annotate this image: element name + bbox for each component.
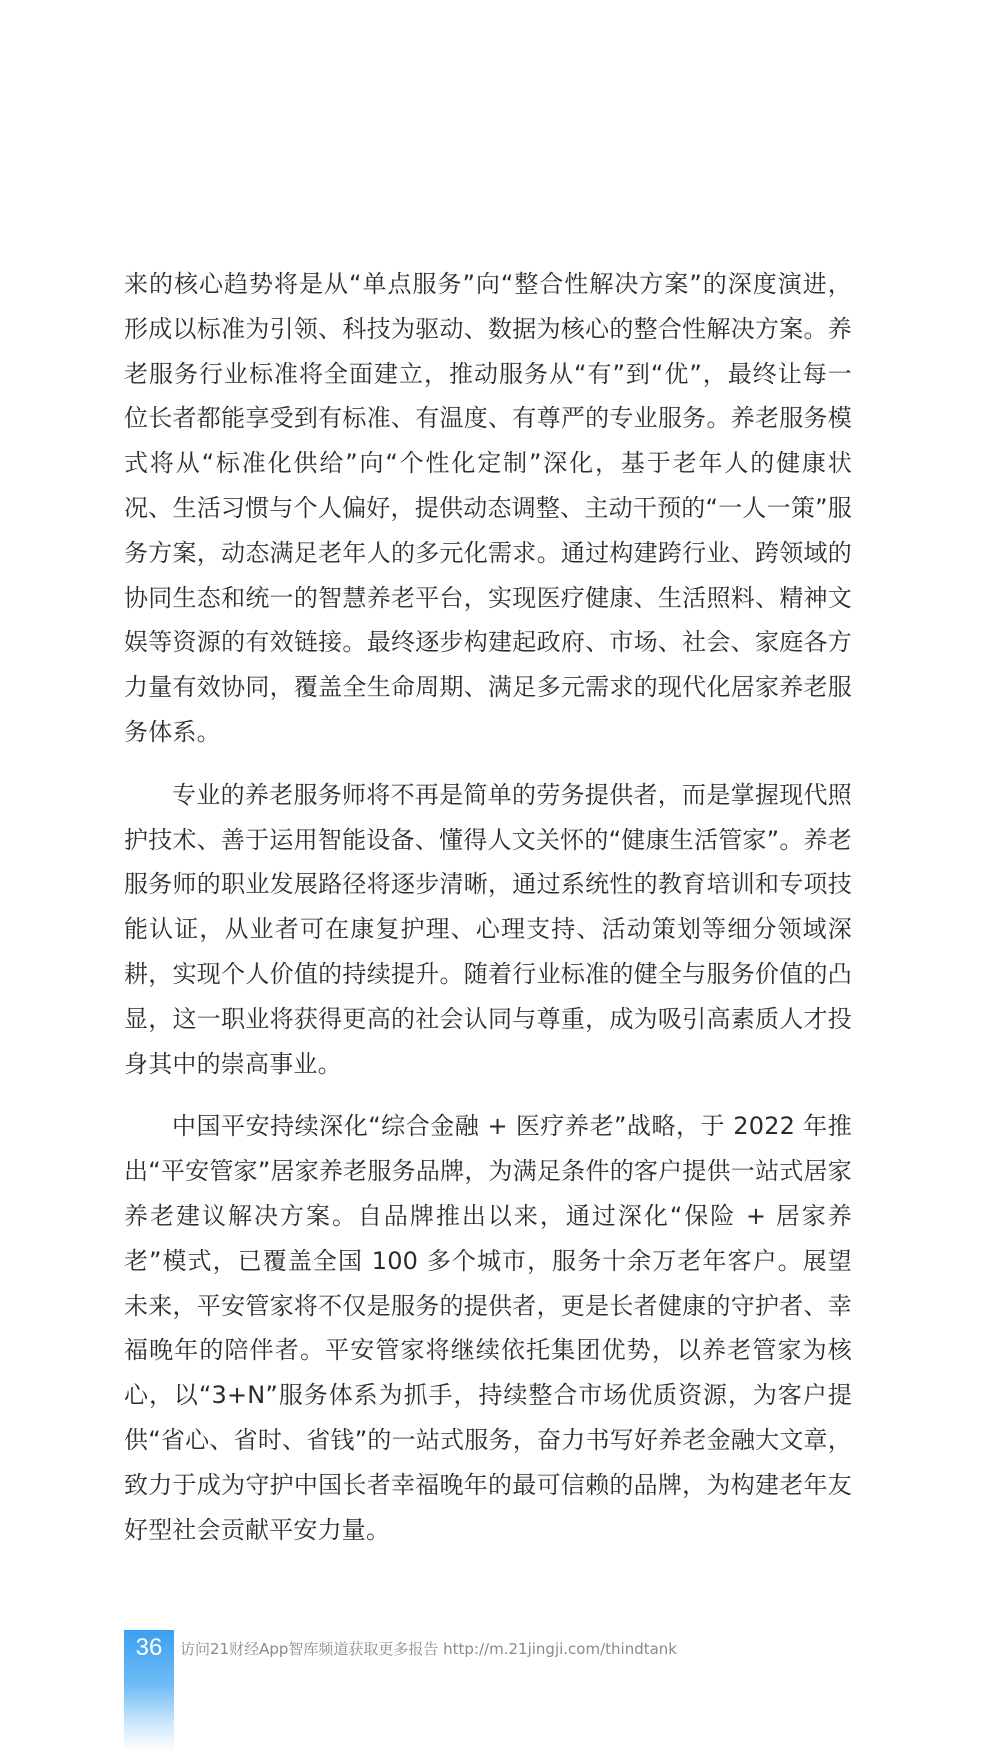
paragraph-1: 来的核心趋势将是从“单点服务”向“整合性解决方案”的深度演进，形成以标准为引领、科技为驱动、数据为核心的整合性解决方案。养老服务行业标准将全面建立，推动服务从“有”到“优”，最终让每一位长者都能享受到有标准、有温度、有尊严的专业服务。养老服务模式将从“标准化供给”向“个性化定制”深化，基于老年人的健康状况、生活习惯与个人偏好，提供动态调整、主动干预的“一人一策”服务方案，动态满足老年人的多元化需求。通过构建跨行业、跨领域的协同生态和统一的智慧养老平台，实现医疗健康、生活照料、精神文娱等资源的有效链接。最终逐步构建起政府、市场、社会、家庭各方力量有效协同，覆盖全生命周期、满足多元需求的现代化居家养老服务体系。	[124, 270, 852, 746]
paragraph-3: 中国平安持续深化“综合金融 + 医疗养老”战略，于 2022 年推出“平安管家”居家养老服务品牌，为满足条件的客户提供一站式居家养老建议解决方案。自品牌推出以来，通过深化“保险 + 居家养老”模式，已覆盖全国 100 多个城市，服务十余万老年客户。展望未来，平安管家将不仅是服务的提供者，更是长者健康的守护者、幸福晚年的陪伴者。平安管家将继续依托集团优势，以养老管家为核心，以“3+N”服务体系为抓手，持续整合市场优质资源，为客户提供“省心、省时、省钱”的一站式服务，奋力书写好养老金融大文章，致力于成为守护中国长者幸福晚年的最可信赖的品牌，为构建老年友好型社会贡献平安力量。	[124, 1112, 852, 1544]
footer-link-text[interactable]: 访问21财经App智库频道获取更多报告 http://m.21jingji.com/thindtank	[180, 1640, 677, 1658]
paragraph-2: 专业的养老服务师将不再是简单的劳务提供者，而是掌握现代照护技术、善于运用智能设备、懂得人文关怀的“健康生活管家”。养老服务师的职业发展路径将逐步清晰，通过系统性的教育培训和专项技能认证，从业者可在康复护理、心理支持、活动策划等细分领域深耕，实现个人价值的持续提升。随着行业标准的健全与服务价值的凸显，这一职业将获得更高的社会认同与尊重，成为吸引高素质人才投身其中的崇高事业。	[124, 780, 852, 1078]
document-body	[124, 262, 852, 1552]
page-number: 36	[135, 1634, 163, 1661]
